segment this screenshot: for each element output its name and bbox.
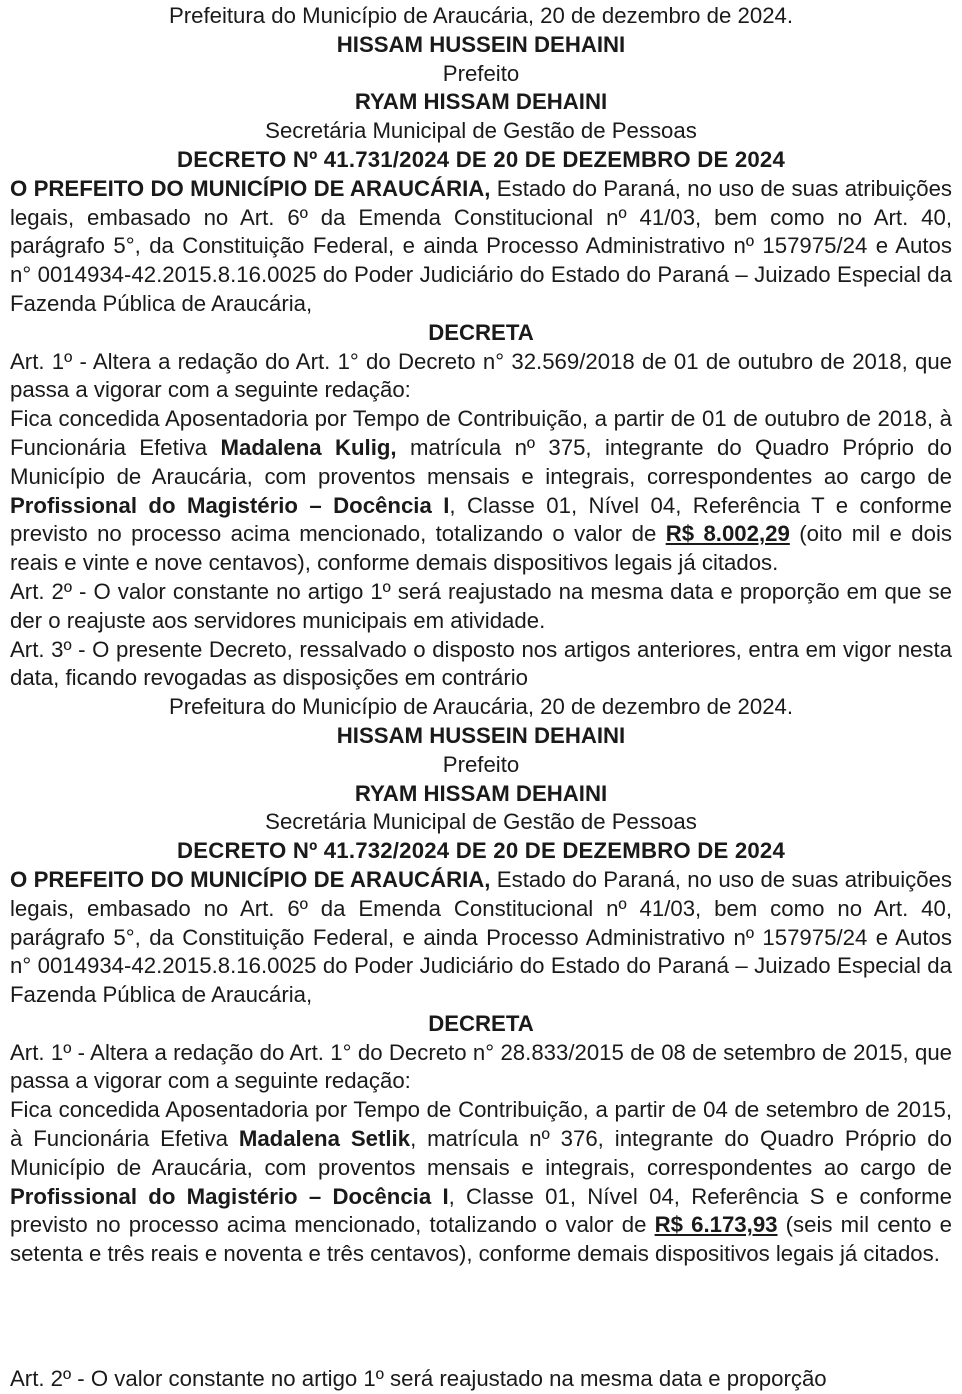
sign-place-date: Prefeitura do Município de Araucária, 20 de dezembro de 2024.	[168, 3, 794, 28]
secretary-title: Secretária Municipal de Gestão de Pessoas	[265, 809, 697, 835]
secretary-name: RYAM HISSAM DEHAINI	[354, 780, 608, 806]
article-2: Art. 2º - O valor constante no artigo 1º será reajustado na mesma data e proporção em que se der o reajuste aos servidores municipais em atividade.	[10, 578, 952, 633]
mayor-title: Prefeito	[442, 60, 520, 86]
position-title: Profissional do Magistério – Docência I	[10, 492, 450, 518]
preamble	[10, 866, 952, 1010]
position-title: Profissional do Magistério – Docência I	[10, 1183, 449, 1209]
decree-title: DECRETO Nº 41.731/2024 DE 20 DE DEZEMBRO DE 2024	[177, 146, 785, 172]
article-2-partial: Art. 2º - O valor constante no artigo 1º será reajustado na mesma data e proporção	[10, 1366, 827, 1391]
mayor-name: HISSAM HUSSEIN DEHAINI	[336, 31, 626, 57]
article-1: Art. 1º - Altera a redação do Art. 1° do Decreto n° 32.569/2018 de 01 de outubro de 2018, que passa a vigorar com a seguinte redação:	[10, 348, 952, 403]
amount-value: R$ 6.173,93	[654, 1212, 778, 1238]
decreta-heading: DECRETA	[428, 1010, 534, 1036]
grant-text: , Classe 01, Nível 04, Referência S e conforme previsto no processo acima mencionado, totalizando o valor de	[10, 1183, 952, 1238]
decree-title: DECRETO Nº 41.732/2024 DE 20 DE DEZEMBRO DE 2024	[177, 838, 785, 864]
preamble	[10, 175, 952, 319]
mayor-title: Prefeito	[442, 751, 520, 777]
grant-text: , matrícula nº 376, integrante do Quadro Próprio do Município de Araucária, com proventos mensais e integrais, correspondentes ao cargo de	[10, 1126, 952, 1180]
grant-text: (oito mil e dois reais e vinte e nove centavos), conforme demais dispositivos legais já citados.	[10, 521, 952, 576]
mayor-name: HISSAM HUSSEIN DEHAINI	[336, 722, 626, 748]
grant-paragraph	[10, 405, 952, 578]
preamble-text: Estado do Paraná, no uso de suas atribuições legais, embasado no Art. 6º da Emenda Constitucional nº 41/03, bem como no Art. 40, parágrafo 5°, da Constituição Federal, e ainda Processo Administrativo nº 157975/24 e Autos n° 0014934-42.2015.8.16.0025 do Poder Judiciário do Estado do Paraná – Juizado Especial da Fazenda Pública de Araucária,	[10, 866, 953, 1008]
preamble-authority: O PREFEITO DO MUNICÍPIO DE ARAUCÁRIA,	[10, 866, 491, 892]
grant-text: matrícula nº 375, integrante do Quadro Próprio do Município de Araucária, com proventos mensais e integrais, correspondentes ao cargo de	[10, 434, 952, 489]
grant-text: (seis mil cento e setenta e três reais e noventa e três centavos), conforme demais dispositivos legais já citados.	[10, 1212, 952, 1267]
article-1: Art. 1º - Altera a redação do Art. 1° do Decreto n° 28.833/2015 de 08 de setembro de 2015, que passa a vigorar com a seguinte redação:	[10, 1039, 952, 1094]
employee-name: Madalena Setlik	[238, 1126, 411, 1152]
preamble-text: Estado do Paraná, no uso de suas atribuições legais, embasado no Art. 6º da Emenda Constitucional nº 41/03, bem como no Art. 40, parágrafo 5°, da Constituição Federal, e ainda Processo Administrativo nº 157975/24 e Autos n° 0014934-42.2015.8.16.0025 do Poder Judiciário do Estado do Paraná – Juizado Especial da Fazenda Pública de Araucária,	[10, 175, 953, 316]
secretary-title: Secretária Municipal de Gestão de Pessoas	[265, 118, 697, 144]
decreta-heading: DECRETA	[428, 319, 534, 345]
employee-name: Madalena Kulig,	[220, 434, 397, 460]
decree-document	[10, 2, 952, 1269]
amount-value: R$ 8.002,29	[665, 521, 790, 547]
grant-text: , Classe 01, Nível 04, Referência T e conforme previsto no processo acima mencionado, totalizando o valor de	[10, 492, 952, 547]
grant-text: Fica concedida Aposentadoria por Tempo de Contribuição, a partir de 01 de outubro de 2018, à Funcionária Efetiva	[10, 406, 952, 460]
grant-paragraph	[10, 1096, 952, 1269]
secretary-name: RYAM HISSAM DEHAINI	[354, 89, 608, 115]
grant-text: Fica concedida Aposentadoria por Tempo de Contribuição, a partir de 04 de setembro de 2015, à Funcionária Efetiva	[10, 1097, 952, 1152]
preamble-authority: O PREFEITO DO MUNICÍPIO DE ARAUCÁRIA,	[10, 175, 491, 201]
article-3: Art. 3º - O presente Decreto, ressalvado o disposto nos artigos anteriores, entra em vigor nesta data, ficando revogadas as disposições em contrário	[10, 636, 952, 691]
sign-place-date: Prefeitura do Município de Araucária, 20 de dezembro de 2024.	[168, 694, 794, 720]
cut-off-line	[0, 1366, 962, 1394]
